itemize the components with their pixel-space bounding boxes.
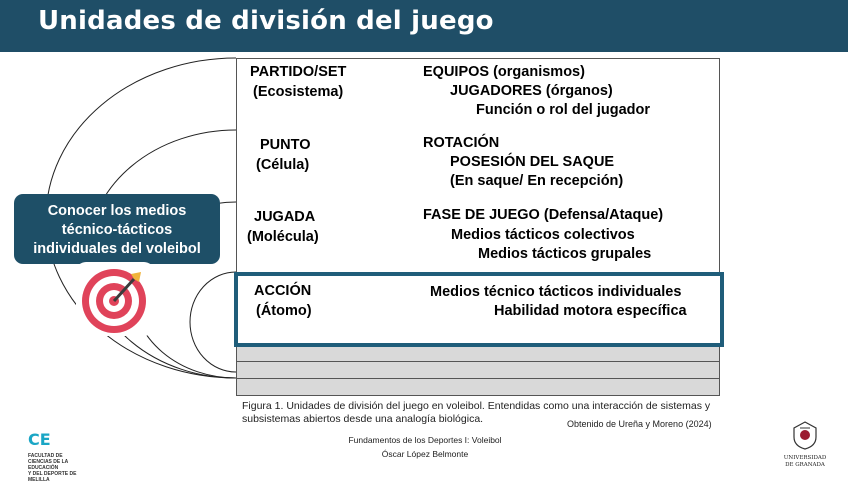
arc-inner xyxy=(190,272,236,372)
level-line: Medios técnico tácticos individuales xyxy=(430,284,682,300)
level-name: PUNTO xyxy=(260,137,311,153)
university-logo-line: UNIVERSIDAD xyxy=(783,455,827,461)
level-analogy: (Molécula) xyxy=(247,229,319,245)
level-name: PARTIDO/SET xyxy=(250,64,347,80)
level-analogy: (Ecosistema) xyxy=(253,84,344,100)
faculty-logo-line: Y DEL DEPORTE DE MELILLA xyxy=(28,471,77,483)
level-line: EQUIPOS (organismos) xyxy=(423,64,585,80)
university-logo-line: DE GRANADA xyxy=(785,462,825,468)
university-crest-icon xyxy=(790,420,820,450)
callout-line: Conocer los medios xyxy=(47,203,187,219)
level-line: (En saque/ En recepción) xyxy=(450,173,624,189)
level-name: JUGADA xyxy=(254,209,316,225)
svg-text:CE: CE xyxy=(28,430,51,448)
university-logo xyxy=(770,420,840,469)
callout-line: técnico-tácticos xyxy=(61,222,173,238)
level-line: POSESIÓN DEL SAQUE xyxy=(450,154,615,170)
faculty-logo-icon xyxy=(28,430,58,448)
level-name: ACCIÓN xyxy=(254,283,312,299)
level-line: ROTACIÓN xyxy=(423,135,500,151)
figure-citation: Obtenido de Ureña y Moreno (2024) xyxy=(567,419,712,429)
callout-line: individuales del voleibol xyxy=(33,241,201,257)
footer xyxy=(300,433,550,461)
level-line: Medios tácticos colectivos xyxy=(451,227,635,243)
level-line: Función o rol del jugador xyxy=(476,102,650,118)
sub-row-2 xyxy=(236,361,720,379)
level-line: Habilidad motora específica xyxy=(494,303,687,319)
footer-author: Óscar López Belmonte xyxy=(381,449,469,459)
footer-course: Fundamentos de los Deportes I: Voleibol xyxy=(348,435,502,445)
objective-callout xyxy=(14,194,220,264)
target-icon xyxy=(76,262,154,336)
figure-caption: Figura 1. Unidades de división del juego en voleibol. Entendidas como una interacción de sistemas y subsistemas abiertos desde una analogía biológica. xyxy=(242,400,711,425)
level-line: FASE DE JUEGO (Defensa/Ataque) xyxy=(423,207,664,223)
slide-title: Unidades de división del juego xyxy=(38,6,494,36)
sub-row-3 xyxy=(236,378,720,396)
level-line: JUGADORES (órganos) xyxy=(450,83,613,99)
level-analogy: (Átomo) xyxy=(256,303,312,319)
faculty-logo-line: FACULTAD DE xyxy=(28,453,63,459)
level-analogy: (Célula) xyxy=(256,157,310,173)
level-line: Medios tácticos grupales xyxy=(478,246,652,262)
faculty-logo xyxy=(28,430,98,483)
faculty-logo-line: CIENCIAS DE LA EDUCACIÓN xyxy=(28,459,69,471)
